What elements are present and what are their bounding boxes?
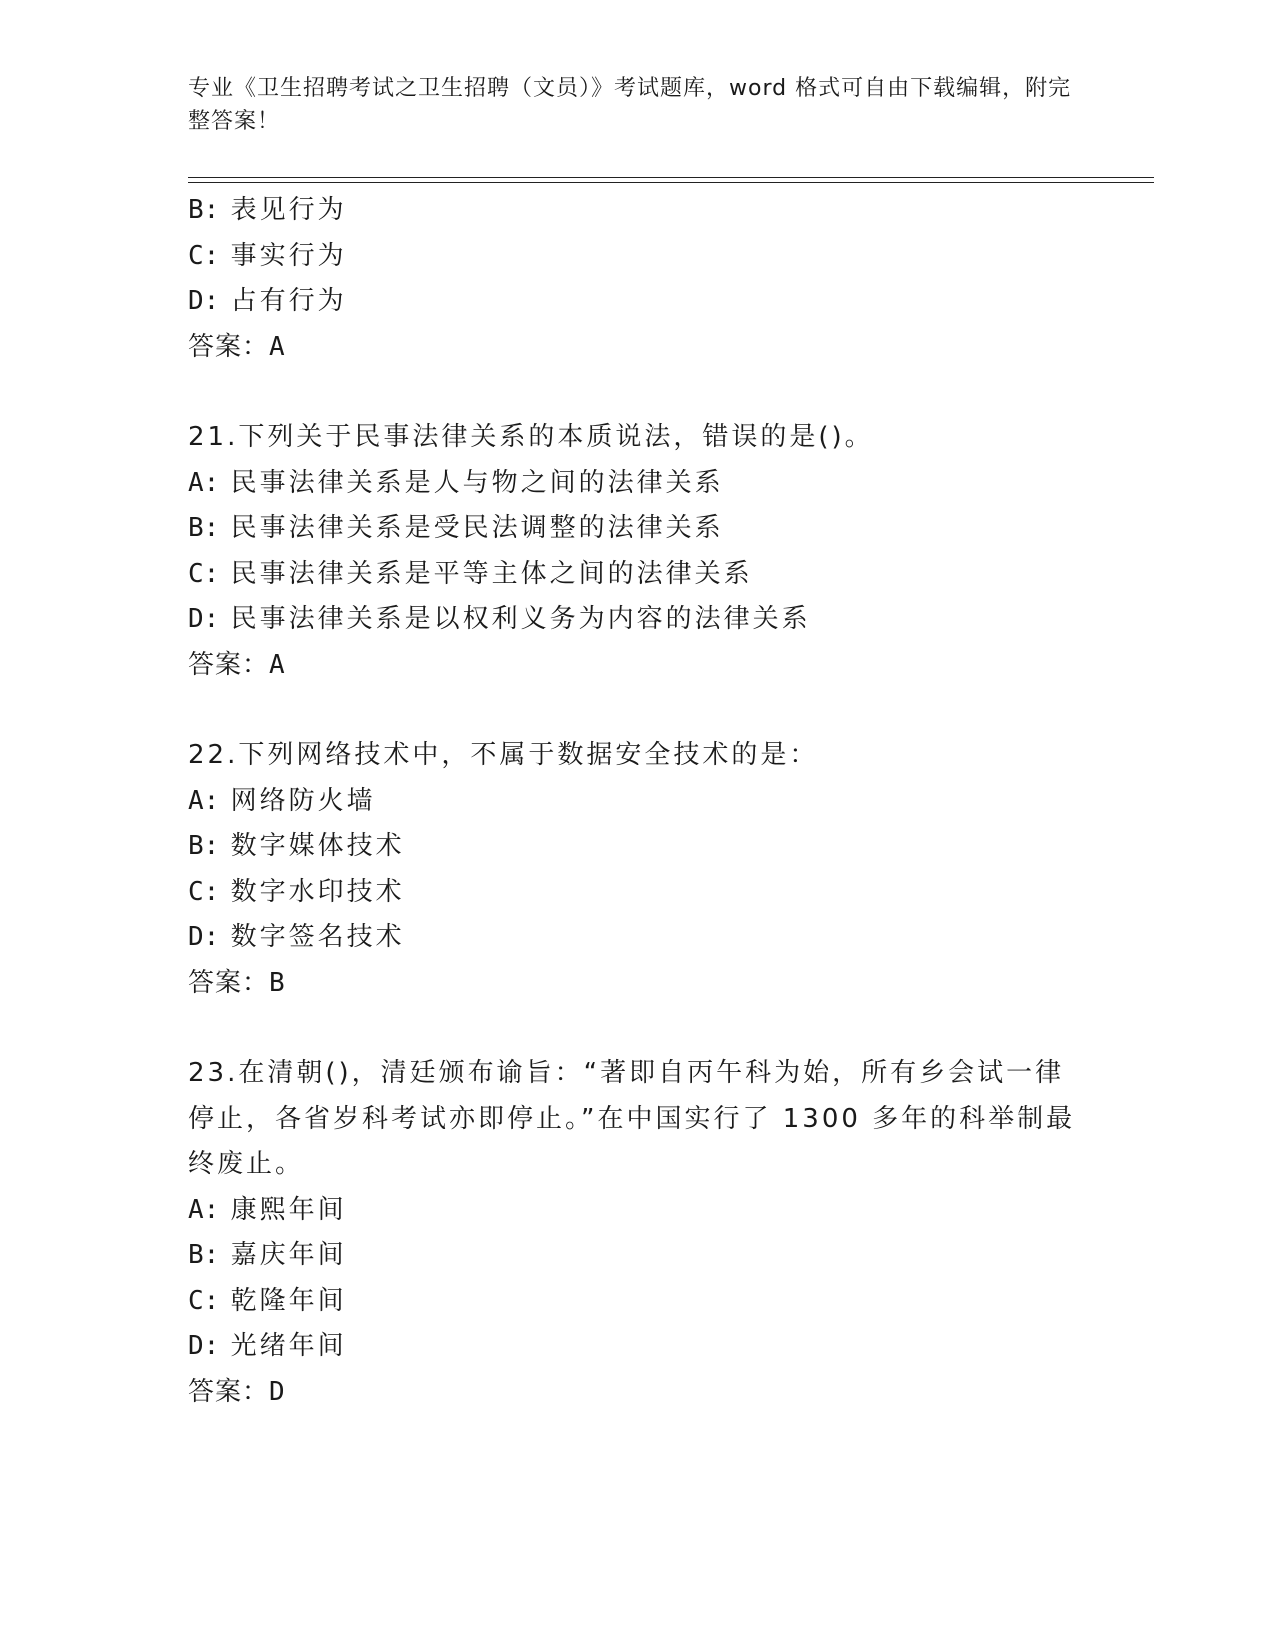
option-c: C: 事实行为 bbox=[188, 240, 347, 271]
option-b: B: 数字媒体技术 bbox=[188, 831, 405, 861]
option-a: A: 康熙年间 bbox=[188, 1194, 347, 1225]
option-d: D: 光绪年间 bbox=[188, 1331, 347, 1361]
header-rule-bottom bbox=[188, 182, 1154, 183]
option-c: C: 乾隆年间 bbox=[188, 1285, 347, 1316]
header-text: 专业《卫生招聘考试之卫生招聘（文员）》考试题库，word 格式可自由下载编辑，附完整答案！ bbox=[188, 76, 1072, 134]
question-stem: 22.下列网络技术中，不属于数据安全技术的是： bbox=[188, 740, 819, 770]
document-header bbox=[188, 72, 1078, 138]
option-b: B: 表见行为 bbox=[188, 195, 347, 225]
header-rule-top bbox=[188, 177, 1154, 178]
prev-question-block bbox=[188, 188, 1088, 370]
option-b: B: 民事法律关系是受民法调整的法律关系 bbox=[188, 513, 724, 543]
option-d: D: 民事法律关系是以权利义务为内容的法律关系 bbox=[188, 604, 811, 634]
option-a: A: 网络防火墙 bbox=[188, 785, 376, 816]
option-c: C: 民事法律关系是平等主体之间的法律关系 bbox=[188, 558, 753, 589]
option-b: B: 嘉庆年间 bbox=[188, 1240, 347, 1270]
option-a: A: 民事法律关系是人与物之间的法律关系 bbox=[188, 467, 724, 498]
answer-line: 答案：A bbox=[188, 649, 286, 680]
option-d: D: 占有行为 bbox=[188, 286, 347, 316]
answer-line: 答案：B bbox=[188, 967, 286, 998]
answer-line: 答案：A bbox=[188, 331, 286, 362]
question-list bbox=[188, 188, 1088, 1415]
option-d: D: 数字签名技术 bbox=[188, 922, 405, 952]
question-21 bbox=[188, 415, 1088, 688]
question-23 bbox=[188, 1051, 1088, 1415]
question-stem: 21.下列关于民事法律关系的本质说法，错误的是()。 bbox=[188, 422, 874, 452]
answer-line: 答案：D bbox=[188, 1376, 286, 1407]
option-c: C: 数字水印技术 bbox=[188, 876, 405, 907]
question-22 bbox=[188, 733, 1088, 1006]
question-stem: 23.在清朝()，清廷颁布谕旨：“著即自丙午科为始，所有乡会试一律停止，各省岁科考试亦即停止。”在中国实行了 1300 多年的科举制最终废止。 bbox=[188, 1058, 1076, 1179]
